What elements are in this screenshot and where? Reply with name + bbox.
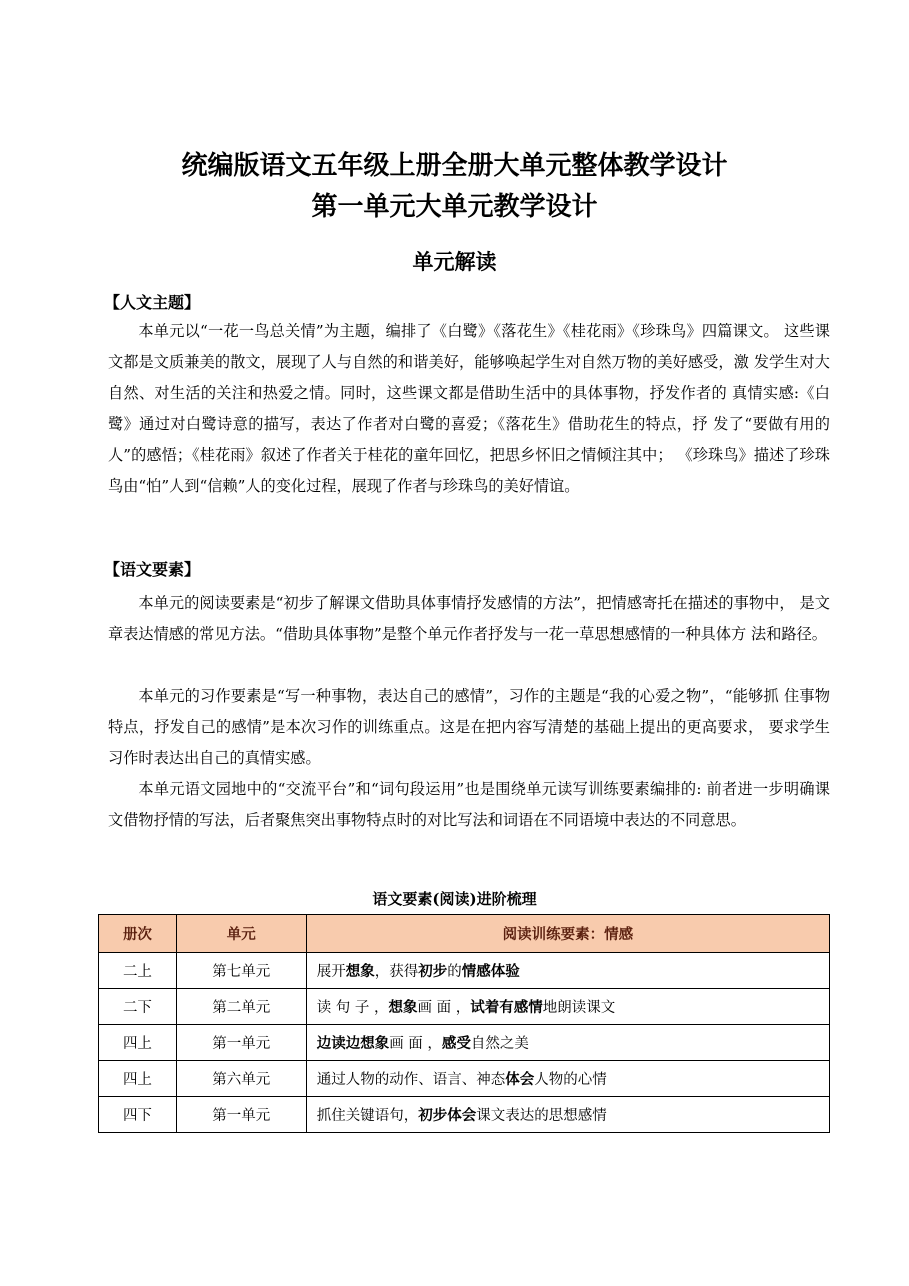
element-text: 地朗读课文 (542, 1000, 616, 1016)
emphasis-text: 初步体会 (418, 1107, 477, 1124)
emphasis-text: 想象 (345, 963, 375, 980)
section-title: 单元解读 (412, 250, 497, 274)
table-row (99, 1025, 830, 1061)
element-text: 画 面 ， (417, 1000, 471, 1016)
document-title: 统编版语文五年级上册全册大单元整体教学设计 (181, 151, 728, 181)
emphasis-text: 想象 (388, 999, 418, 1016)
emphasis-text: 初步 (418, 963, 448, 980)
humanities-heading: 【人文主题】 (104, 293, 201, 312)
cell-element (306, 1025, 829, 1061)
reading-element-paragraph: 本单元的阅读要素是“初步了解课文借助具体事情抒发感情的方法”，把情感寄托在描述的事物中， 是文章表达情感的常见方法。“借助具体事物”是整个单元作者抒发与一花一草思想感情的一种具体方 法和路径。 (108, 594, 830, 643)
cell-grade: 二上 (99, 953, 177, 989)
element-text: 画 面 ， (389, 1036, 442, 1052)
cell-grade: 四下 (99, 1097, 177, 1133)
table-row (99, 953, 830, 989)
emphasis-text: 情感体验 (461, 963, 520, 980)
emphasis-text: 边读边想象 (316, 1035, 390, 1052)
element-text: 自然之美 (470, 1036, 529, 1052)
cell-unit: 第二单元 (176, 989, 306, 1025)
emphasis-text: 感受 (441, 1035, 471, 1052)
element-text: ，获得 (374, 964, 419, 980)
humanities-paragraph: 本单元以“一花一鸟总关情”为主题，编排了《白鹭》《落花生》《桂花雨》《珍珠鸟》四篇课文。 这些课文都是文质兼美的散文，展现了人与自然的和谐美好，能够唤起学生对自然万物的美好感受，激 发学生对大自然、对生活的关注和热爱之情。同时，这些课文都是借助生活中的具体事物，抒发作者的 真情实感:《白鹭》通过对白鹭诗意的描写，表达了作者对白鹭的喜爱；《落花生》借助花生的特点，抒 发了“要做有用的人”的感悟；《桂花雨》叙述了作者关于桂花的童年回忆，把思乡怀旧之情倾注其中； 《珍珠鸟》描述了珍珠鸟由“怕”人到“信赖”人的变化过程，展现了作者与珍珠鸟的美好情谊。 (108, 322, 830, 495)
emphasis-text: 试着有感情 (470, 999, 543, 1016)
element-text: 课文表达的思想感情 (476, 1108, 607, 1124)
document-subtitle: 第一单元大单元教学设计 (311, 192, 598, 222)
cell-unit: 第一单元 (176, 1097, 306, 1133)
element-text: 通过人物的动作、语言、神态 (316, 1072, 506, 1088)
cell-element (306, 1061, 829, 1097)
table-body (99, 953, 830, 1133)
header-element: 阅读训练要素：情感 (306, 915, 829, 953)
cell-grade: 四上 (99, 1025, 177, 1061)
emphasis-text: 体会 (505, 1071, 535, 1088)
cell-grade: 四上 (99, 1061, 177, 1097)
element-text: 抓住关键语句， (316, 1108, 419, 1124)
table-caption: 语文要素(阅读)进阶梳理 (372, 890, 537, 908)
element-text: 展开 (316, 964, 346, 980)
element-text: 人物的心情 (534, 1072, 607, 1088)
header-grade: 册次 (99, 915, 177, 953)
cell-unit: 第一单元 (176, 1025, 306, 1061)
element-text: 读 句 子 ， (316, 1000, 389, 1016)
cell-element (306, 989, 829, 1025)
element-text: 的 (447, 964, 462, 980)
table-row (99, 1097, 830, 1133)
garden-paragraph: 本单元语文园地中的“交流平台”和“词句段运用”也是围绕单元读写训练要素编排的: 前者进一步明确课文借物抒情的写法，后者聚焦突出事物特点时的对比写法和词语在不同语境中表达的不同意思。 (108, 780, 830, 829)
writing-element-paragraph: 本单元的习作要素是“写一种事物，表达自己的感情”，习作的主题是“我的心爱之物”，“能够抓 住事物特点，抒发自己的感情”是本次习作的训练重点。这是在把内容写清楚的基础上提出的更高要求， 要求学生习作时表达出自己的真情实感。 (108, 687, 830, 767)
cell-element (306, 953, 829, 989)
cell-unit: 第七单元 (176, 953, 306, 989)
table-row (99, 989, 830, 1025)
table-row (99, 1061, 830, 1097)
cell-element (306, 1097, 829, 1133)
language-heading: 【语文要素】 (104, 560, 201, 579)
header-unit: 单元 (176, 915, 306, 953)
progression-table (98, 914, 830, 1133)
cell-grade: 二下 (99, 989, 177, 1025)
table-header-row (99, 915, 830, 953)
cell-unit: 第六单元 (176, 1061, 306, 1097)
